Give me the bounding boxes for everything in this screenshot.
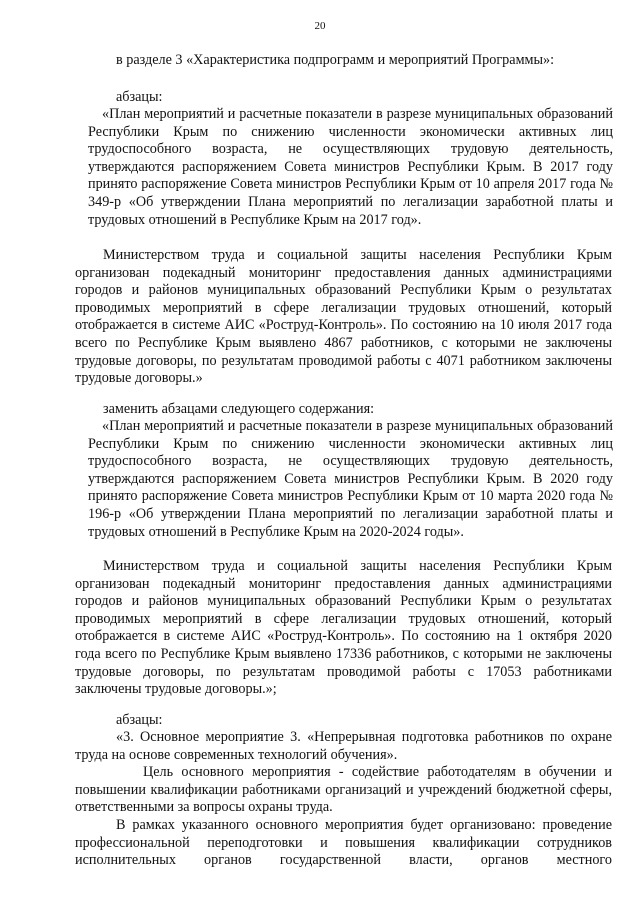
new-paragraph-1: «План мероприятий и расчетные показатели в разрезе муниципальных образований Республики Крым по снижению численности экономически активных лиц трудоспособного возраста, не осуществляющих трудовую деятельность, утверждаются распоряжением Совета министров Республики Крым. В 2020 году принято распоряжение Совета министров Республики Крым от 10 марта 2020 года № 196-р «Об утверждении Плана мероприятий по легализации заработной платы и трудовых отношений в Республике Крым на 2020-2024 годы». bbox=[88, 418, 613, 540]
old-paragraph-2: Министерством труда и социальной защиты населения Республики Крым организован подекадный мониторинг предоставления данных администрациями городов и районов муниципальных образований Республики Крым о результатах проводимых мероприятий в сфере легализации трудовых отношений, который отображается в системе АИС «Роструд-Контроль». По состоянию на 10 июля 2017 года всего по Республике Крым выявлено 4867 работников, с которыми не заключены трудовые договоры, по результатам проводимой работы с 4071 работником заключены трудовые договоры.» bbox=[75, 247, 612, 387]
intro-line: в разделе 3 «Характеристика подпрограмм и мероприятий Программы»: bbox=[116, 52, 555, 68]
page-number: 20 bbox=[314, 20, 326, 32]
measure-3-scope: В рамках указанного основного мероприятия будет организовано: проведение профессиональной переподготовки и повышения квалификации сотрудников исполнительных органов государственной власти, органов местного bbox=[75, 817, 612, 869]
measure-3-title: «3. Основное мероприятие 3. «Непрерывная подготовка работников по охране труда на основе современных технологий обучения». bbox=[75, 729, 612, 763]
new-paragraph-2: Министерством труда и социальной защиты населения Республики Крым организован подекадный мониторинг предоставления данных администрациями городов и районов муниципальных образований Республики Крым о результатах проводимых мероприятий в сфере легализации трудовых отношений, который отображается в системе АИС «Роструд-Контроль». По состоянию на 1 октября 2020 года всего по Республике Крым выявлено 17336 работников, с которыми не заключены трудовые договоры, по результатам проводимой работы с 17053 работниками заключены трудовые договоры.»; bbox=[75, 558, 612, 698]
old-paragraph-1: «План мероприятий и расчетные показатели в разрезе муниципальных образований Республики Крым по снижению численности экономически активных лиц трудоспособного возраста, не осуществляющих трудовую деятельность, утверждаются распоряжением Совета министров Республики Крым. В 2017 году принято распоряжение Совета министров Республики Крым от 10 апреля 2017 года № 349-р «Об утверждении Плана мероприятий по легализации заработной платы и трудовых отношений в Республике Крым на 2017 год». bbox=[88, 106, 613, 228]
label-abzacy-2: абзацы: bbox=[116, 712, 163, 728]
measure-3-goal: Цель основного мероприятия - содействие работодателям в обучении и повышении квалификации работниками организаций и учреждений бюджетной сферы, ответственными за вопросы охраны труда. bbox=[75, 764, 612, 816]
label-abzacy-1: абзацы: bbox=[116, 89, 163, 105]
replace-label: заменить абзацами следующего содержания: bbox=[103, 401, 375, 417]
